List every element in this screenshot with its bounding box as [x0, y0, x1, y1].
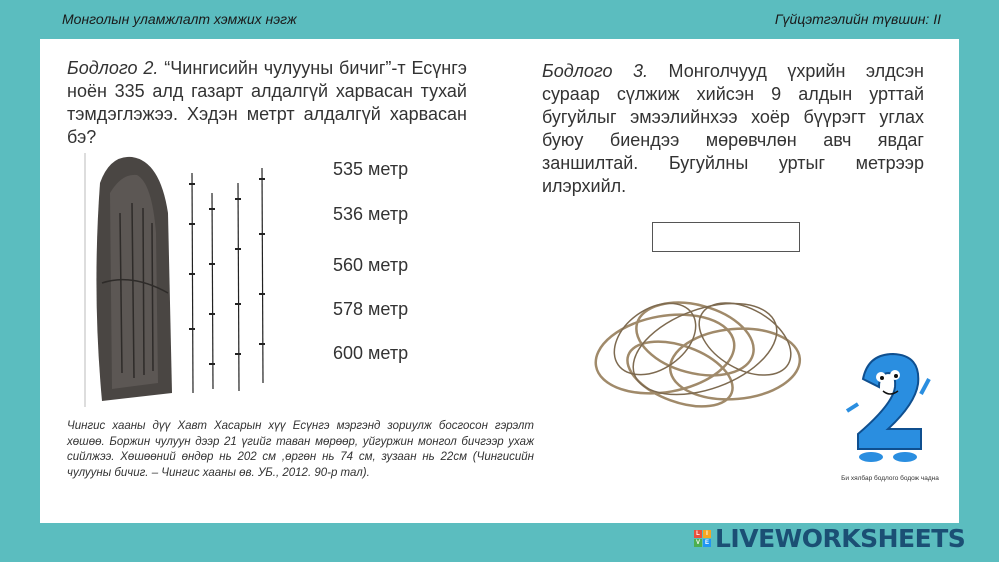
logo-letter: I	[703, 530, 711, 538]
leather-rope-rings-image	[585, 279, 815, 419]
task-2-text: “Чингисийн чулууны бичиг”-т Есүнгэ ноён 335 алд газарт алдалгүй харвасан тухай тэмдэглэжээ. Хэдэн метрт алдалгүй харвасан бэ?	[67, 58, 467, 147]
mascot-caption: Би хялбар бодлого бодож чадна	[841, 475, 939, 482]
task-3-question	[542, 60, 924, 198]
stone-inscription-image	[82, 153, 282, 407]
header-left-title: Монголын уламжлалт хэмжих нэгж	[62, 11, 297, 27]
logo-letter: E	[704, 539, 709, 546]
logo-cube-icon	[694, 530, 711, 547]
task-2-question	[67, 57, 467, 149]
option-536[interactable]: 536 метр	[333, 204, 409, 224]
brand-name: LIVEWORKSHEETS	[715, 523, 966, 553]
number-two-mascot-image	[843, 349, 933, 469]
header-level: Гүйцэтгэлийн түвшин: II	[774, 11, 941, 27]
option-535[interactable]: 535 метр	[333, 159, 409, 179]
task-3-text: Монголчууд үхрийн элдсэн сураар сүлжиж хийсэн 9 алдын урттай бугуйлыг эмээлийнхээ хоёр бүүрэгт углах буюу биендээ мөрөвчлөн авч явдаг заншилтай. Бугуйлны уртыг метрээр илэрхийл.	[542, 61, 924, 196]
option-578[interactable]: 578 метр	[333, 299, 409, 319]
liveworksheets-logo	[694, 524, 965, 552]
stone-caption: Чингис хааны дүү Хавт Хасарын хүү Есүнгэ мэргэнд зориулж босгосон гэрэлт хөшөө. Боржин чулуун дээр 21 үгийг таван мөрөөр, уйгуржин монгол бичгээр ухаж сийлжээ. Хөшөөний өндөр нь 202 см ,өргөн нь 74 см, зузаан нь 22см (Чингисийн чулууны бичиг. – Чингис хааны өв. УБ., 2012. 90-р тал).	[67, 420, 534, 479]
logo-letter: V	[695, 539, 700, 546]
task-3-label: Бодлого 3.	[542, 61, 649, 81]
option-600[interactable]: 600 метр	[333, 343, 409, 363]
worksheet	[40, 39, 959, 523]
logo-letter: L	[694, 530, 702, 538]
task-2-label: Бодлого 2.	[67, 58, 159, 78]
task-3-answer-input[interactable]	[652, 222, 800, 252]
option-560[interactable]: 560 метр	[333, 255, 409, 275]
